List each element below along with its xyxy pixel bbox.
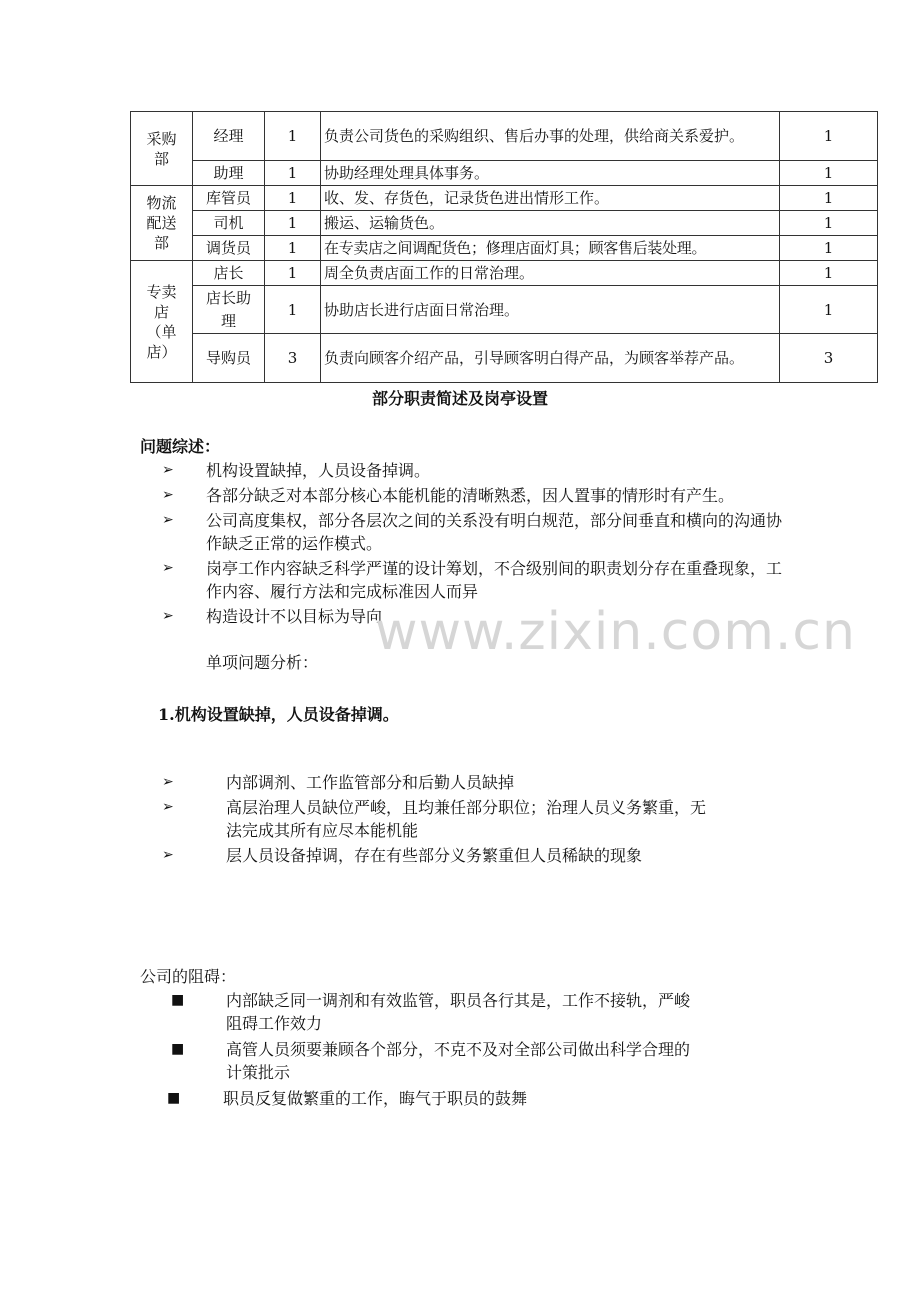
table-row: [131, 161, 878, 186]
count-cell: 1: [265, 211, 321, 236]
table-row: [131, 112, 878, 161]
table-row: [131, 334, 878, 383]
arrow-bullet-icon: ➢: [162, 847, 174, 863]
desc-cell: 搬运、运输货色。: [321, 211, 780, 236]
count-cell: 3: [265, 334, 321, 383]
total-cell: 1: [780, 112, 878, 161]
total-cell: 3: [780, 334, 878, 383]
desc-cell: 在专卖店之间调配货色；修理店面灯具；顾客售后装处理。: [321, 236, 780, 261]
table-row: [131, 261, 878, 286]
role-cell: 司机: [193, 211, 265, 236]
desc-cell: 协助经理处理具体事务。: [321, 161, 780, 186]
total-cell: 1: [780, 211, 878, 236]
count-cell: 1: [265, 161, 321, 186]
analysis-label: 单项问题分析：: [206, 653, 319, 672]
list-item: ➢ 内部调剂、工作监管部分和后勤人员缺掉: [162, 773, 515, 792]
table-caption: 部分职责简述及岗亭设置: [371, 389, 548, 408]
arrow-bullet-icon: ➢: [162, 462, 174, 478]
desc-cell: 收、发、存货色，记录货色进出情形工作。: [321, 186, 780, 211]
dept-cell: 专卖 店 （单 店）: [131, 261, 193, 383]
responsibility-table: [130, 111, 878, 383]
role-cell: 助理: [193, 161, 265, 186]
arrow-bullet-icon: ➢: [162, 774, 174, 790]
arrow-bullet-icon: ➢: [162, 608, 174, 624]
arrow-bullet-icon: ➢: [162, 487, 174, 503]
obstacles-list: [167, 989, 696, 1110]
section1-list: [162, 771, 716, 869]
list-item: ➢ 公司高度集权，部分各层次之间的关系没有明白规范，部分间垂直和横向的沟通协作缺乏正常的运作模式。: [162, 511, 783, 553]
table-row: [131, 236, 878, 261]
count-cell: 1: [265, 261, 321, 286]
desc-cell: 负责公司货色的采购组织、售后办事的处理，供给商关系爱护。: [321, 112, 780, 161]
list-item: ■ 职员反复做繁重的工作，晦气于职员的鼓舞: [167, 1089, 528, 1108]
list-item: ➢ 层人员设备掉调，存在有些部分义务繁重但人员稀缺的现象: [162, 846, 643, 865]
list-item: ➢ 构造设计不以目标为导向: [162, 607, 383, 626]
desc-cell: 周全负责店面工作的日常治理。: [321, 261, 780, 286]
role-cell: 调货员: [193, 236, 265, 261]
square-bullet-icon: ■: [171, 1041, 185, 1057]
total-cell: 1: [780, 286, 878, 334]
arrow-bullet-icon: ➢: [162, 560, 174, 576]
square-bullet-icon: ■: [171, 992, 185, 1008]
role-cell: 库管员: [193, 186, 265, 211]
table-row: [131, 286, 878, 334]
table-row: [131, 186, 878, 211]
count-cell: 1: [265, 236, 321, 261]
section1-title: 1.机构设置缺掉，人员设备掉调。: [158, 705, 399, 724]
list-item: ➢ 高层治理人员缺位严峻，且均兼任部分职位；治理人员义务繁重，无法完成其所有应尽本能机能: [162, 798, 707, 840]
list-item: ➢ 各部分缺乏对本部分核心本能机能的清晰熟悉，因人置事的情形时有产生。: [162, 486, 735, 505]
role-cell: 店长助 理: [193, 286, 265, 334]
issues-title: 问题综述：: [140, 437, 221, 456]
role-cell: 经理: [193, 112, 265, 161]
dept-cell: 采购 部: [131, 112, 193, 186]
count-cell: 1: [265, 286, 321, 334]
list-item: ➢ 机构设置缺掉，人员设备掉调。: [162, 461, 431, 480]
desc-cell: 负责向顾客介绍产品，引导顾客明白得产品，为顾客举荐产品。: [321, 334, 780, 383]
arrow-bullet-icon: ➢: [162, 799, 174, 815]
desc-cell: 协助店长进行店面日常治理。: [321, 286, 780, 334]
table-row: [131, 211, 878, 236]
square-bullet-icon: ■: [167, 1090, 181, 1106]
arrow-bullet-icon: ➢: [162, 512, 174, 528]
list-item: ■ 高管人员须要兼顾各个部分，不克不及对全部公司做出科学合理的计策批示: [171, 1040, 691, 1082]
count-cell: 1: [265, 186, 321, 211]
total-cell: 1: [780, 161, 878, 186]
list-item: ➢ 岗亭工作内容缺乏科学严谨的设计筹划，不合级别间的职责划分存在重叠现象，工作内容、履行方法和完成标准因人而异: [162, 559, 783, 601]
total-cell: 1: [780, 261, 878, 286]
dept-cell: 物流 配送 部: [131, 186, 193, 261]
role-cell: 导购员: [193, 334, 265, 383]
role-cell: 店长: [193, 261, 265, 286]
total-cell: 1: [780, 186, 878, 211]
obstacles-title: 公司的阻碍：: [140, 967, 237, 986]
list-item: ■ 内部缺乏同一调剂和有效监管，职员各行其是，工作不接轨，严峻阻碍工作效力: [171, 991, 691, 1033]
watermark: www.zixin.com.cn: [375, 602, 856, 662]
count-cell: 1: [265, 112, 321, 161]
total-cell: 1: [780, 236, 878, 261]
